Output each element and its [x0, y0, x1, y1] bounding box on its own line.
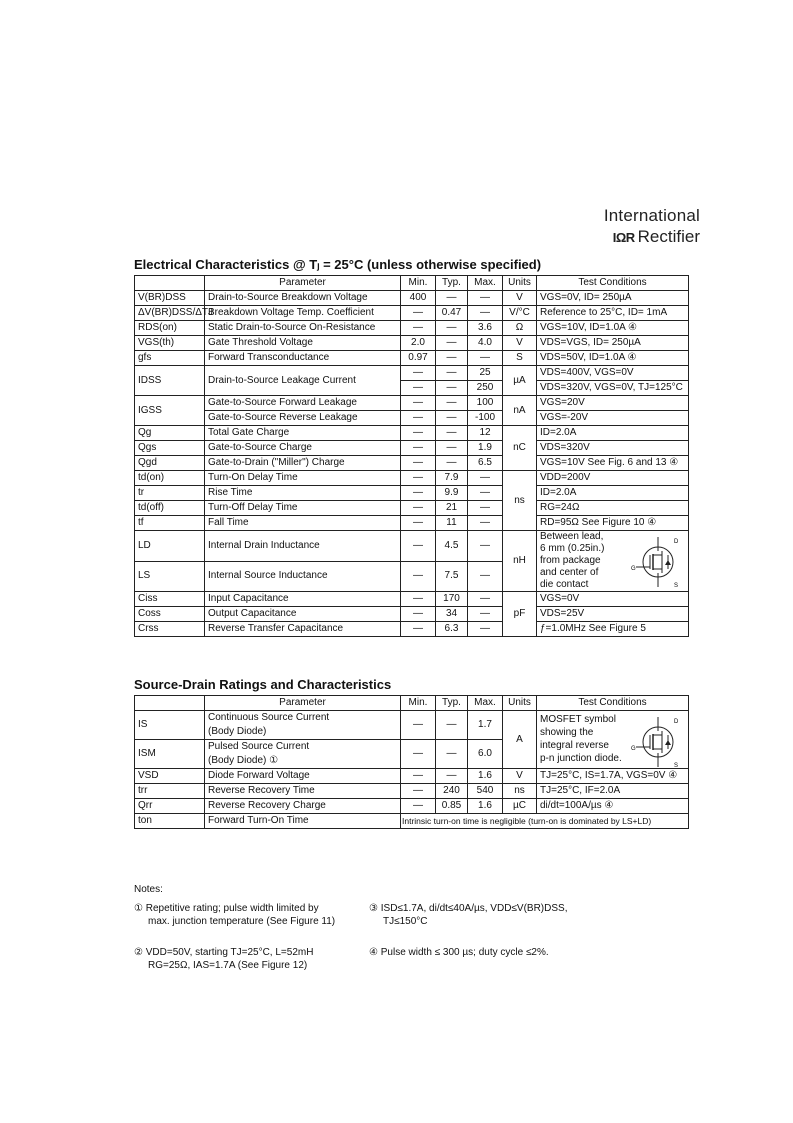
mosfet-symbol-icon: [628, 535, 684, 589]
typ-cell: —: [436, 456, 468, 471]
note-line: TJ≤150°C: [383, 916, 428, 927]
min-cell: —: [401, 441, 436, 456]
notes-section: [134, 884, 694, 971]
min-cell: —: [401, 381, 436, 396]
symbol-cell: LD: [135, 531, 205, 562]
min-cell: 400: [401, 291, 436, 306]
condition-line: MOSFET symbol: [540, 714, 616, 725]
table-row: [135, 516, 689, 531]
symbol-cell: trr: [135, 784, 205, 799]
condition-line: integral reverse: [540, 740, 609, 751]
condition-cell: di/dt=100A/µs ④: [537, 799, 689, 814]
pin-label-d: D: [674, 539, 679, 545]
parameter-cell: Internal Drain Inductance: [205, 531, 401, 562]
condition-cell: RG=24Ω: [537, 501, 689, 516]
min-cell: —: [401, 769, 436, 784]
unit-cell: nH: [503, 531, 537, 592]
parameter-cell: Turn-On Delay Time: [205, 471, 401, 486]
condition-cell: VDS=320V, VGS=0V, TJ=125°C: [537, 381, 689, 396]
typ-cell: 6.3: [436, 622, 468, 637]
min-cell: —: [401, 366, 436, 381]
min-cell: —: [401, 516, 436, 531]
max-cell: 1.9: [468, 441, 503, 456]
min-cell: —: [401, 471, 436, 486]
parameter-cell: Reverse Recovery Time: [205, 784, 401, 799]
symbol-cell: IDSS: [135, 366, 205, 396]
table-row: [135, 531, 689, 562]
pin-label-d: D: [674, 719, 679, 725]
unit-cell: Ω: [503, 321, 537, 336]
table-row: [135, 351, 689, 366]
condition-line: from package: [540, 555, 601, 566]
max-cell: —: [468, 351, 503, 366]
typ-cell: 9.9: [436, 486, 468, 501]
max-cell: 6.5: [468, 456, 503, 471]
condition-cell: ID=2.0A: [537, 426, 689, 441]
notes-header: Notes:: [134, 884, 163, 895]
condition-cell: VGS=-20V: [537, 411, 689, 426]
min-cell: —: [401, 456, 436, 471]
max-cell: —: [468, 607, 503, 622]
header-test-conditions: Test Conditions: [537, 696, 689, 711]
condition-cell: VDS=25V: [537, 607, 689, 622]
symbol-cell: VGS(th): [135, 336, 205, 351]
parameter-cell: Static Drain-to-Source On-Resistance: [205, 321, 401, 336]
unit-cell: ns: [503, 784, 537, 799]
table-row: [135, 711, 689, 740]
max-cell: -100: [468, 411, 503, 426]
table-row: [135, 622, 689, 637]
table-row: [135, 396, 689, 411]
max-cell: 12: [468, 426, 503, 441]
note-line: ② VDD=50V, starting TJ=25°C, L=52mH: [134, 947, 314, 958]
parameter-cell: Total Gate Charge: [205, 426, 401, 441]
max-cell: —: [468, 471, 503, 486]
condition-cell: [537, 711, 689, 769]
symbol-cell: IS: [135, 711, 205, 740]
parameter-cell: Gate-to-Source Reverse Leakage: [205, 411, 401, 426]
max-cell: —: [468, 306, 503, 321]
max-cell: 1.6: [468, 769, 503, 784]
min-cell: —: [401, 622, 436, 637]
source-drain-title: Source-Drain Ratings and Characteristics: [134, 677, 392, 692]
parameter-cell: Forward Transconductance: [205, 351, 401, 366]
header-test-conditions: Test Conditions: [537, 276, 689, 291]
symbol-cell: Crss: [135, 622, 205, 637]
table-row: [135, 814, 689, 829]
parameter-cell: Forward Turn-On Time: [205, 814, 401, 829]
max-cell: 1.7: [468, 711, 503, 740]
table-row: [135, 321, 689, 336]
header-min: Min.: [401, 696, 436, 711]
note-line: ④ Pulse width ≤ 300 µs; duty cycle ≤2%.: [369, 947, 549, 958]
typ-cell: 0.47: [436, 306, 468, 321]
typ-cell: —: [436, 336, 468, 351]
unit-cell: pF: [503, 592, 537, 637]
parameter-cell: Breakdown Voltage Temp. Coefficient: [205, 306, 401, 321]
symbol-cell: Qgs: [135, 441, 205, 456]
max-cell: —: [468, 531, 503, 562]
header-parameter: Parameter: [205, 696, 401, 711]
note-line: max. junction temperature (See Figure 11): [148, 916, 336, 927]
table-row: [135, 366, 689, 381]
symbol-cell: Qrr: [135, 799, 205, 814]
typ-cell: —: [436, 366, 468, 381]
typ-cell: 170: [436, 592, 468, 607]
symbol-cell: td(on): [135, 471, 205, 486]
condition-cell: VGS=20V: [537, 396, 689, 411]
table-header-row: [135, 696, 689, 711]
unit-cell: ns: [503, 471, 537, 531]
condition-line: 6 mm (0.25in.): [540, 543, 605, 554]
unit-cell: nA: [503, 396, 537, 426]
parameter-cell: Input Capacitance: [205, 592, 401, 607]
condition-line: Between lead,: [540, 531, 604, 542]
min-cell: —: [401, 531, 436, 562]
unit-cell: V/°C: [503, 306, 537, 321]
unit-cell: S: [503, 351, 537, 366]
max-cell: 100: [468, 396, 503, 411]
condition-cell: ƒ=1.0MHz See Figure 5: [537, 622, 689, 637]
typ-cell: —: [436, 441, 468, 456]
table-row: [135, 769, 689, 784]
header-typ: Typ.: [436, 696, 468, 711]
unit-cell: nC: [503, 426, 537, 471]
min-cell: 2.0: [401, 336, 436, 351]
unit-cell: V: [503, 291, 537, 306]
min-cell: —: [401, 411, 436, 426]
header-typ: Typ.: [436, 276, 468, 291]
mosfet-diode-symbol-icon: [628, 715, 684, 769]
typ-cell: 240: [436, 784, 468, 799]
parameter-cell: Fall Time: [205, 516, 401, 531]
min-cell: —: [401, 561, 436, 592]
table-row: [135, 411, 689, 426]
condition-cell: TJ=25°C, IS=1.7A, VGS=0V ④: [537, 769, 689, 784]
header-units: Units: [503, 696, 537, 711]
typ-cell: 7.9: [436, 471, 468, 486]
min-cell: —: [401, 426, 436, 441]
unit-cell: V: [503, 769, 537, 784]
symbol-cell: gfs: [135, 351, 205, 366]
table-header-row: [135, 276, 689, 291]
header-symbol: [135, 276, 205, 291]
max-cell: 1.6: [468, 799, 503, 814]
unit-cell: µA: [503, 366, 537, 396]
typ-cell: —: [436, 426, 468, 441]
table-row: [135, 471, 689, 486]
parameter-cell: Gate-to-Source Charge: [205, 441, 401, 456]
parameter-line: (Body Diode) ①: [208, 755, 279, 766]
parameter-line: (Body Diode): [208, 726, 267, 737]
parameter-cell: Drain-to-Source Breakdown Voltage: [205, 291, 401, 306]
parameter-line: Continuous Source Current: [208, 712, 330, 723]
symbol-cell: td(off): [135, 501, 205, 516]
note-3: [369, 902, 629, 928]
table-row: [135, 441, 689, 456]
parameter-cell: Internal Source Inductance: [205, 561, 401, 592]
note-line: RG=25Ω, IAS=1.7A (See Figure 12): [148, 960, 308, 971]
source-drain-table: [134, 695, 689, 829]
pin-label-s: S: [674, 763, 679, 769]
max-cell: —: [468, 622, 503, 637]
condition-cell: VDS=320V: [537, 441, 689, 456]
condition-cell: VGS=0V: [537, 592, 689, 607]
symbol-cell: VSD: [135, 769, 205, 784]
typ-cell: —: [436, 740, 468, 769]
symbol-cell: tf: [135, 516, 205, 531]
condition-cell: VGS=10V, ID=1.0A ④: [537, 321, 689, 336]
max-cell: —: [468, 516, 503, 531]
parameter-cell: Drain-to-Source Leakage Current: [205, 366, 401, 396]
condition-cell: Intrinsic turn-on time is negligible (turn-on is dominated by LS+LD): [401, 814, 689, 829]
parameter-line: Pulsed Source Current: [208, 741, 310, 752]
max-cell: 4.0: [468, 336, 503, 351]
symbol-cell: ΔV(BR)DSS/ΔTJ: [135, 306, 205, 321]
min-cell: —: [401, 799, 436, 814]
parameter-cell: Reverse Recovery Charge: [205, 799, 401, 814]
max-cell: 25: [468, 366, 503, 381]
header-max: Max.: [468, 276, 503, 291]
table-row: [135, 306, 689, 321]
condition-cell: TJ=25°C, IF=2.0A: [537, 784, 689, 799]
table-row: [135, 336, 689, 351]
min-cell: —: [401, 592, 436, 607]
min-cell: —: [401, 306, 436, 321]
symbol-cell: RDS(on): [135, 321, 205, 336]
min-cell: 0.97: [401, 351, 436, 366]
note-line: ③ ISD≤1.7A, di/dt≤40A/µs, VDD≤V(BR)DSS,: [369, 903, 568, 914]
note-2: [134, 946, 369, 972]
max-cell: —: [468, 501, 503, 516]
max-cell: 6.0: [468, 740, 503, 769]
unit-cell: V: [503, 336, 537, 351]
typ-cell: 0.85: [436, 799, 468, 814]
logo-line1: International: [603, 206, 700, 225]
min-cell: —: [401, 501, 436, 516]
header-symbol: [135, 696, 205, 711]
logo-rectifier: Rectifier: [637, 227, 700, 246]
max-cell: 540: [468, 784, 503, 799]
parameter-cell: [205, 711, 401, 740]
table-row: [135, 486, 689, 501]
max-cell: —: [468, 486, 503, 501]
condition-cell: VGS=0V, ID= 250µA: [537, 291, 689, 306]
note-4: [369, 946, 629, 959]
typ-cell: —: [436, 711, 468, 740]
condition-cell: Reference to 25°C, ID= 1mA: [537, 306, 689, 321]
symbol-cell: LS: [135, 561, 205, 592]
symbol-cell: ISM: [135, 740, 205, 769]
condition-line: and center of: [540, 567, 599, 578]
condition-cell: VDD=200V: [537, 471, 689, 486]
table-row: [135, 501, 689, 516]
parameter-cell: Output Capacitance: [205, 607, 401, 622]
table-row: [135, 592, 689, 607]
typ-cell: —: [436, 381, 468, 396]
table-row: [135, 456, 689, 471]
typ-cell: 11: [436, 516, 468, 531]
max-cell: —: [468, 291, 503, 306]
symbol-cell: tr: [135, 486, 205, 501]
ior-logo-mark: IΩR: [612, 230, 635, 245]
max-cell: 3.6: [468, 321, 503, 336]
condition-cell: [537, 531, 689, 592]
min-cell: —: [401, 321, 436, 336]
typ-cell: —: [436, 396, 468, 411]
condition-cell: VDS=50V, ID=1.0A ④: [537, 351, 689, 366]
unit-cell: µC: [503, 799, 537, 814]
min-cell: —: [401, 740, 436, 769]
electrical-characteristics-title: Electrical Characteristics @ Tⱼ = 25°C (unless otherwise specified): [134, 257, 542, 272]
parameter-cell: Turn-Off Delay Time: [205, 501, 401, 516]
max-cell: —: [468, 592, 503, 607]
typ-cell: —: [436, 411, 468, 426]
header-parameter: Parameter: [205, 276, 401, 291]
condition-cell: VDS=VGS, ID= 250µA: [537, 336, 689, 351]
symbol-cell: Qg: [135, 426, 205, 441]
parameter-cell: Diode Forward Voltage: [205, 769, 401, 784]
min-cell: —: [401, 711, 436, 740]
condition-cell: RD=95Ω See Figure 10 ④: [537, 516, 689, 531]
min-cell: —: [401, 607, 436, 622]
pin-label-s: S: [674, 583, 679, 589]
table-row: [135, 426, 689, 441]
typ-cell: 21: [436, 501, 468, 516]
condition-cell: VGS=10V See Fig. 6 and 13 ④: [537, 456, 689, 471]
pin-label-g: G: [631, 746, 636, 752]
max-cell: 250: [468, 381, 503, 396]
condition-line: die contact: [540, 579, 589, 590]
condition-line: p-n junction diode.: [540, 753, 622, 764]
unit-cell: A: [503, 711, 537, 769]
header-units: Units: [503, 276, 537, 291]
table-row: [135, 291, 689, 306]
typ-cell: 4.5: [436, 531, 468, 562]
condition-cell: VDS=400V, VGS=0V: [537, 366, 689, 381]
parameter-cell: Rise Time: [205, 486, 401, 501]
min-cell: —: [401, 784, 436, 799]
parameter-cell: Reverse Transfer Capacitance: [205, 622, 401, 637]
typ-cell: —: [436, 321, 468, 336]
note-1: [134, 902, 369, 928]
symbol-cell: Qgd: [135, 456, 205, 471]
symbol-cell: Ciss: [135, 592, 205, 607]
min-cell: —: [401, 486, 436, 501]
pin-label-g: G: [631, 566, 636, 572]
logo-line2: [590, 227, 700, 247]
company-logo: [590, 206, 700, 247]
condition-line: showing the: [540, 727, 594, 738]
electrical-characteristics-table: [134, 275, 689, 637]
symbol-cell: IGSS: [135, 396, 205, 426]
header-min: Min.: [401, 276, 436, 291]
note-line: ① Repetitive rating; pulse width limited by: [134, 903, 319, 914]
typ-cell: —: [436, 351, 468, 366]
parameter-cell: [205, 740, 401, 769]
typ-cell: 7.5: [436, 561, 468, 592]
max-cell: —: [468, 561, 503, 592]
symbol-cell: ton: [135, 814, 205, 829]
table-row: [135, 799, 689, 814]
typ-cell: —: [436, 291, 468, 306]
symbol-cell: V(BR)DSS: [135, 291, 205, 306]
parameter-cell: Gate-to-Source Forward Leakage: [205, 396, 401, 411]
parameter-cell: Gate Threshold Voltage: [205, 336, 401, 351]
table-row: [135, 607, 689, 622]
parameter-cell: Gate-to-Drain ("Miller") Charge: [205, 456, 401, 471]
table-row: [135, 784, 689, 799]
header-max: Max.: [468, 696, 503, 711]
symbol-cell: Coss: [135, 607, 205, 622]
typ-cell: 34: [436, 607, 468, 622]
condition-cell: ID=2.0A: [537, 486, 689, 501]
typ-cell: —: [436, 769, 468, 784]
min-cell: —: [401, 396, 436, 411]
